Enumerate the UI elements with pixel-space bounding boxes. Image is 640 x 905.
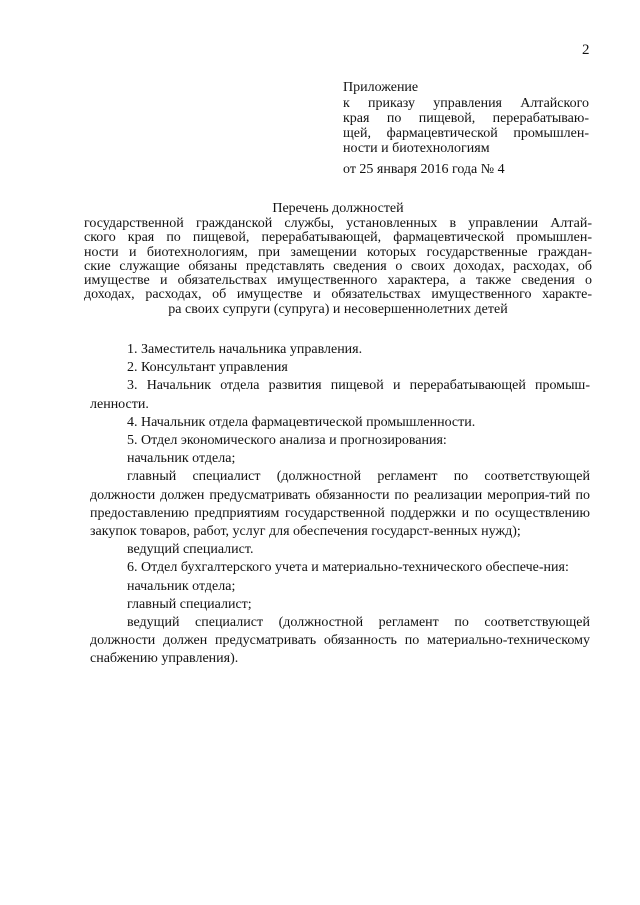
appendix-line: края по пищевой, перерабатываю- xyxy=(343,111,589,126)
appendix-line: щей, фармацевтической промышлен- xyxy=(343,126,589,141)
appendix-block xyxy=(343,80,589,177)
heading-title: Перечень должностей xyxy=(272,201,404,216)
document-heading xyxy=(84,200,592,317)
list-item: 6. Отдел бухгалтерского учета и материально-технического обеспече-ния: xyxy=(127,560,569,576)
list-item: 2. Консультант управления xyxy=(127,360,288,376)
positions-list xyxy=(90,341,590,669)
list-item: ведущий специалист (должностной регламент по соответствующей должности должен предусматривать обязанность по материально-техническому снабжению управления). xyxy=(90,615,590,667)
appendix-title: Приложение xyxy=(343,80,419,95)
heading-line: ского края по пищевой, перерабатывающей, фармацевтической промышлен- xyxy=(84,230,592,246)
page-number: 2 xyxy=(582,42,590,58)
appendix-date: от 25 января 2016 года № 4 xyxy=(343,162,505,177)
list-item: 4. Начальник отдела фармацевтической промышленности. xyxy=(127,414,476,430)
heading-line: имуществе и обязательствах имущественного характера, а также сведения о xyxy=(84,273,592,289)
heading-body xyxy=(84,217,592,317)
appendix-line: ности и биотехнологиям xyxy=(343,141,490,156)
list-item: главный специалист (должностной регламент по соответствующей должности должен предусматривать обязанности по реализации мероприя-тий по предоставлению предприятиям государственной поддержки и по осуществлению закупок товаров, работ, услуг для обеспечения государст-венных нужд); xyxy=(90,469,590,540)
list-item: ведущий специалист. xyxy=(127,542,254,558)
heading-line: доходах, расходах, об имуществе и обязательствах имущественного характе- xyxy=(84,287,592,303)
list-item: начальник отдела; xyxy=(127,578,236,594)
list-item: главный специалист; xyxy=(127,596,252,612)
heading-line: государственной гражданской службы, установленных в управлении Алтай- xyxy=(84,216,592,231)
list-item: начальник отдела; xyxy=(127,451,236,467)
appendix-line: к приказу управления Алтайского xyxy=(343,96,589,111)
heading-line: ские служащие обязаны представлять сведения о своих доходах, расходах, об xyxy=(84,258,592,274)
list-item: 5. Отдел экономического анализа и прогнозирования: xyxy=(127,433,447,449)
list-item: 3. Начальник отдела развития пищевой и перерабатывающей промыш-ленности. xyxy=(90,378,590,412)
heading-line: ности и биотехнологиям, при замещении которых государственные граждан- xyxy=(84,244,592,260)
list-item: 1. Заместитель начальника управления. xyxy=(127,342,363,357)
heading-line: ра своих супруги (супруга) и несовершеннолетних детей xyxy=(168,301,508,317)
